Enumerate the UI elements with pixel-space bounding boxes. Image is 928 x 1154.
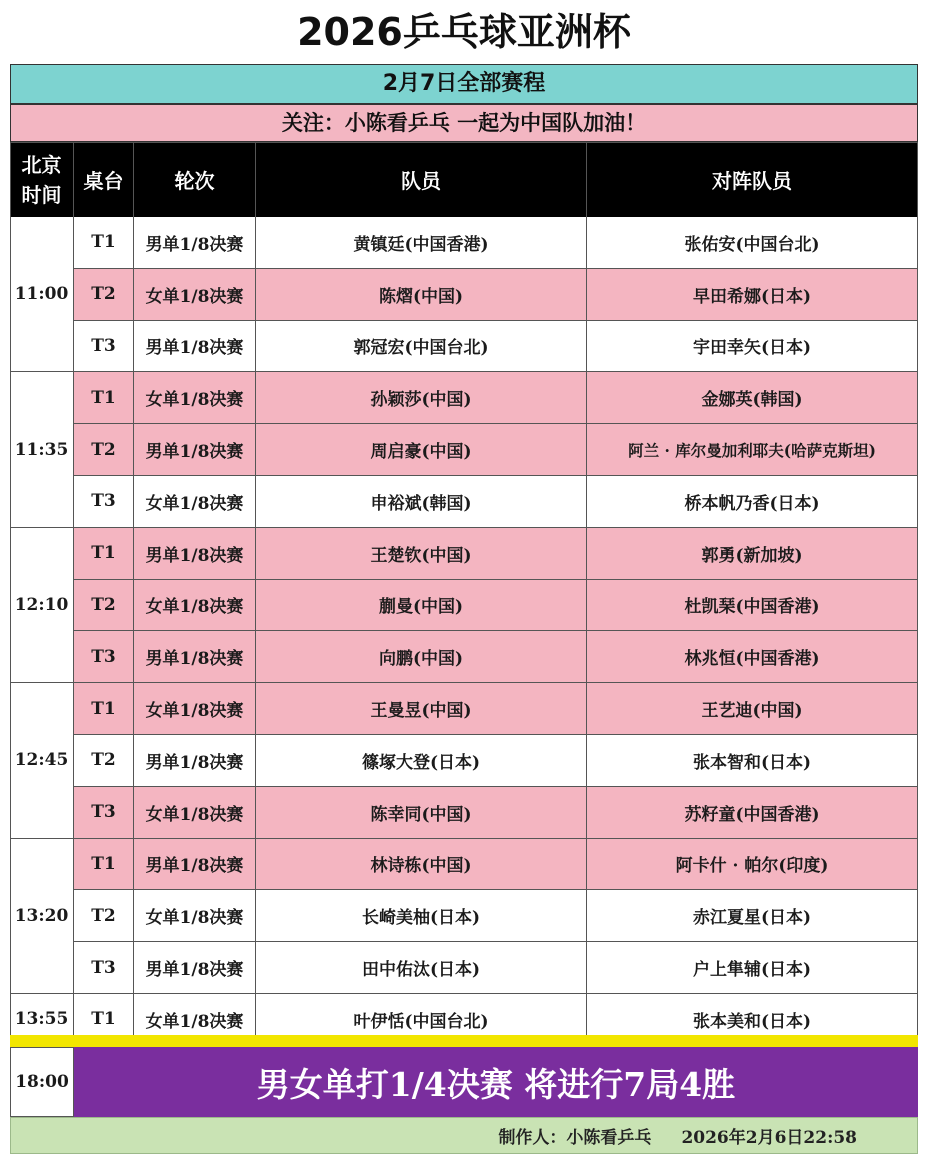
match-table: T1 [74,217,134,269]
match-table: T1 [74,994,134,1046]
match-table: T1 [74,372,134,424]
match-player: 长崎美柚(日本) [256,890,587,942]
match-table: T3 [74,787,134,839]
match-table: T1 [74,528,134,580]
header-time [10,142,74,217]
match-round: 女单1/8决赛 [134,683,256,735]
match-round: 男单1/8决赛 [134,735,256,787]
match-player: 申裕斌(韩国) [256,476,587,528]
session-time: 11:00 [10,217,74,372]
match-player: 王楚钦(中国) [256,528,587,580]
match-opponent: 郭勇(新加坡) [587,528,918,580]
final-session-time: 18:00 [10,1047,74,1117]
match-table: T3 [74,942,134,994]
match-player: 王曼昱(中国) [256,683,587,735]
header-table: 桌台 [74,142,134,217]
match-round: 女单1/8决赛 [134,890,256,942]
match-round: 男单1/8决赛 [134,839,256,891]
match-opponent: 阿卡什 · 帕尔(印度) [587,839,918,891]
match-round: 女单1/8决赛 [134,994,256,1046]
match-round: 女单1/8决赛 [134,269,256,321]
follow-banner: 关注：小陈看乒乓 一起为中国队加油！ [10,104,918,142]
match-round: 男单1/8决赛 [134,321,256,373]
match-table: T3 [74,321,134,373]
match-opponent: 早田希娜(日本) [587,269,918,321]
match-opponent: 户上隼辅(日本) [587,942,918,994]
match-player: 向鹏(中国) [256,631,587,683]
match-opponent: 赤江夏星(日本) [587,890,918,942]
match-opponent: 宇田幸矢(日本) [587,321,918,373]
match-opponent: 金娜英(韩国) [587,372,918,424]
footer-maker: 制作人：小陈看乒乓 [498,1128,652,1148]
footer-credits [10,1117,918,1154]
footer-timestamp: 2026年2月6日22:58 [681,1128,857,1148]
header-time-line1: 北京 [21,152,62,177]
divider-line [10,1035,918,1047]
match-opponent: 张本智和(日本) [587,735,918,787]
match-opponent: 林兆恒(中国香港) [587,631,918,683]
match-table: T2 [74,424,134,476]
date-banner: 2月7日全部赛程 [10,64,918,104]
match-round: 男单1/8决赛 [134,631,256,683]
match-table: T2 [74,269,134,321]
session-time: 11:35 [10,372,74,527]
match-player: 黄镇廷(中国香港) [256,217,587,269]
match-player: 叶伊恬(中国台北) [256,994,587,1046]
match-opponent: 王艺迪(中国) [587,683,918,735]
session-time: 13:20 [10,839,74,994]
match-round: 男单1/8决赛 [134,528,256,580]
schedule-table [10,142,918,1035]
final-session-banner: 男女单打1/4决赛 将进行7局4胜 [74,1047,918,1117]
session-time: 13:55 [10,994,74,1046]
match-table: T2 [74,580,134,632]
match-opponent: 张本美和(日本) [587,994,918,1046]
match-opponent: 张佑安(中国台北) [587,217,918,269]
header-player: 队员 [256,142,587,217]
match-opponent: 阿兰 · 库尔曼加利耶夫(哈萨克斯坦) [587,424,918,476]
match-table: T1 [74,839,134,891]
match-opponent: 苏籽童(中国香港) [587,787,918,839]
match-opponent: 杜凯琹(中国香港) [587,580,918,632]
match-round: 男单1/8决赛 [134,424,256,476]
match-player: 田中佑汰(日本) [256,942,587,994]
match-player: 林诗栋(中国) [256,839,587,891]
match-player: 陈幸同(中国) [256,787,587,839]
page-title: 2026乒乓球亚洲杯 [297,10,631,54]
session-time: 12:45 [10,683,74,838]
match-round: 女单1/8决赛 [134,372,256,424]
match-table: T2 [74,890,134,942]
match-round: 男单1/8决赛 [134,217,256,269]
match-round: 男单1/8决赛 [134,942,256,994]
match-player: 篠塚大登(日本) [256,735,587,787]
header-time-line2: 时间 [21,182,62,207]
match-player: 孙颖莎(中国) [256,372,587,424]
match-player: 蒯曼(中国) [256,580,587,632]
match-player: 郭冠宏(中国台北) [256,321,587,373]
session-time: 12:10 [10,528,74,683]
match-table: T1 [74,683,134,735]
match-player: 周启豪(中国) [256,424,587,476]
match-opponent: 桥本帆乃香(日本) [587,476,918,528]
match-player: 陈熠(中国) [256,269,587,321]
match-table: T2 [74,735,134,787]
match-round: 女单1/8决赛 [134,580,256,632]
match-table: T3 [74,631,134,683]
header-opponent: 对阵队员 [587,142,918,217]
match-table: T3 [74,476,134,528]
header-round: 轮次 [134,142,256,217]
match-round: 女单1/8决赛 [134,476,256,528]
match-round: 女单1/8决赛 [134,787,256,839]
